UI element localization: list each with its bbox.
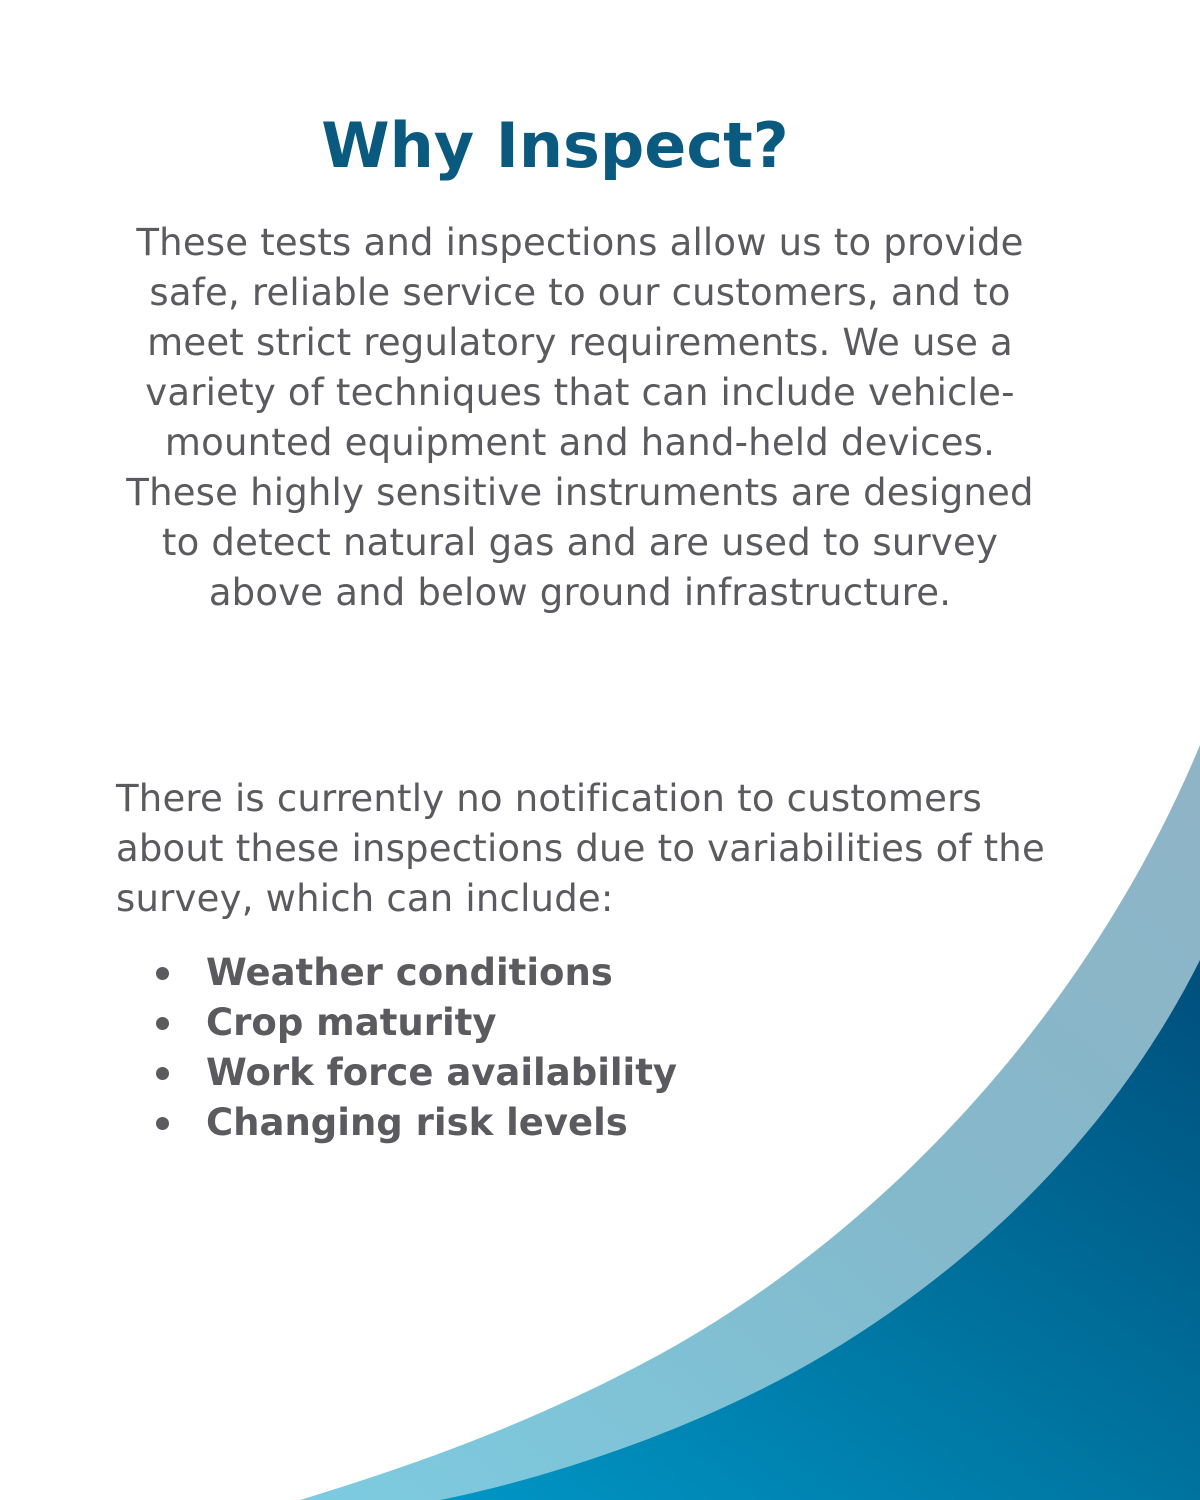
factor-label: Crop maturity bbox=[206, 1001, 497, 1044]
factor-item-crop bbox=[148, 998, 848, 1048]
factor-item-workforce bbox=[148, 1048, 848, 1098]
bullet-icon bbox=[156, 1067, 169, 1080]
factor-label: Work force availability bbox=[206, 1051, 678, 1094]
factor-list bbox=[148, 948, 848, 1148]
bullet-icon bbox=[156, 1117, 169, 1130]
factor-label: Changing risk levels bbox=[206, 1101, 628, 1144]
factor-item-weather bbox=[148, 948, 848, 998]
bullet-icon bbox=[156, 1017, 169, 1030]
intro-paragraph: These tests and inspections allow us to provide safe, reliable service to our customers, and to meet strict regulatory requirements. We use a variety of techniques that can include vehicle-mounted equipment and hand-held devices. These highly sensitive instruments are designed to detect natural gas and are used to survey above and below ground infrastructure. bbox=[126, 221, 1034, 614]
factor-label: Weather conditions bbox=[206, 951, 613, 994]
bullet-icon bbox=[156, 967, 169, 980]
notice-paragraph: There is currently no notification to customers about these inspections due to variabilities of the survey, which can include: bbox=[116, 777, 1045, 920]
page-title: Why Inspect? bbox=[321, 109, 789, 182]
factor-item-risk bbox=[148, 1098, 848, 1148]
